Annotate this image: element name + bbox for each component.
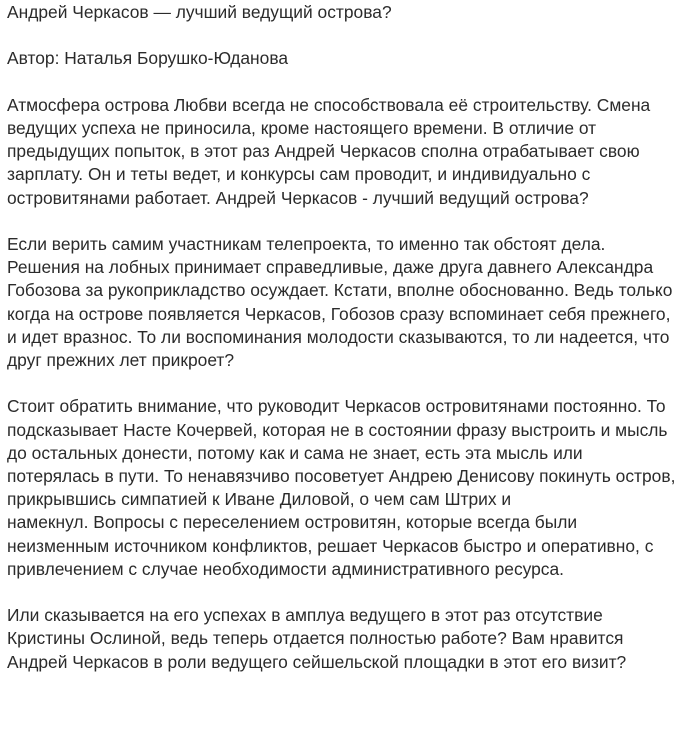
- article-title: Андрей Черкасов — лучший ведущий острова?: [7, 2, 392, 22]
- article-paragraph: Если верить самим участникам телепроекта, то именно так обстоят дела. Решения на лобных принимает справедливые, даже друга давнего Александра Гобозова за рукоприкладство осуждает. Кстати, вполне обоснованно. Ведь только когда на острове появляется Черкасов, Гобозов сразу вспоминает себя прежнего, и идет вразнос. То ли воспоминания молодости сказываются, то ли надеется, что друг прежних лет прикроет?: [7, 233, 673, 370]
- article-paragraph: Или сказывается на его успехах в амплуа ведущего в этот раз отсутствие Кристины Ослиной, ведь теперь отдается полностью работе? Вам нравится Андрей Черкасов в роли ведущего сейшельской площадки в этот его визит?: [7, 605, 627, 672]
- article-paragraph: Атмосфера острова Любви всегда не способствовала её строительству. Смена ведущих успеха не приносила, кроме настоящего времени. В отличие от предыдущих попыток, в этот раз Андрей Черкасов сполна отрабатывает свою зарплату. Он и теты ведет, и конкурсы сам проводит, и индивидуально с островитянами работает. Андрей Черкасов - лучший ведущий острова?: [7, 94, 651, 208]
- article-author: Автор: Наталья Борушко-Юданова: [7, 48, 289, 69]
- article-body: [0, 1, 699, 674]
- article-paragraph: Стоит обратить внимание, что руководит Черкасов островитянами постоянно. То подсказывает Насте Кочервей, которая не в состоянии фразу выстроить и мысль до остальных донести, потому как и сама не знает, есть эта мысль или потерялась в пути. То ненавязчиво посоветует Андрею Денисову покинуть остров, прикрывшись симпатией к Иване Диловой, о чем сам Штрих и намекнул. Вопросы с переселением островитян, которые всегда были неизменным источником конфликтов, решает Черкасов быстро и оперативно, с привлечением с случае необходимости административного ресурса.: [7, 396, 676, 579]
